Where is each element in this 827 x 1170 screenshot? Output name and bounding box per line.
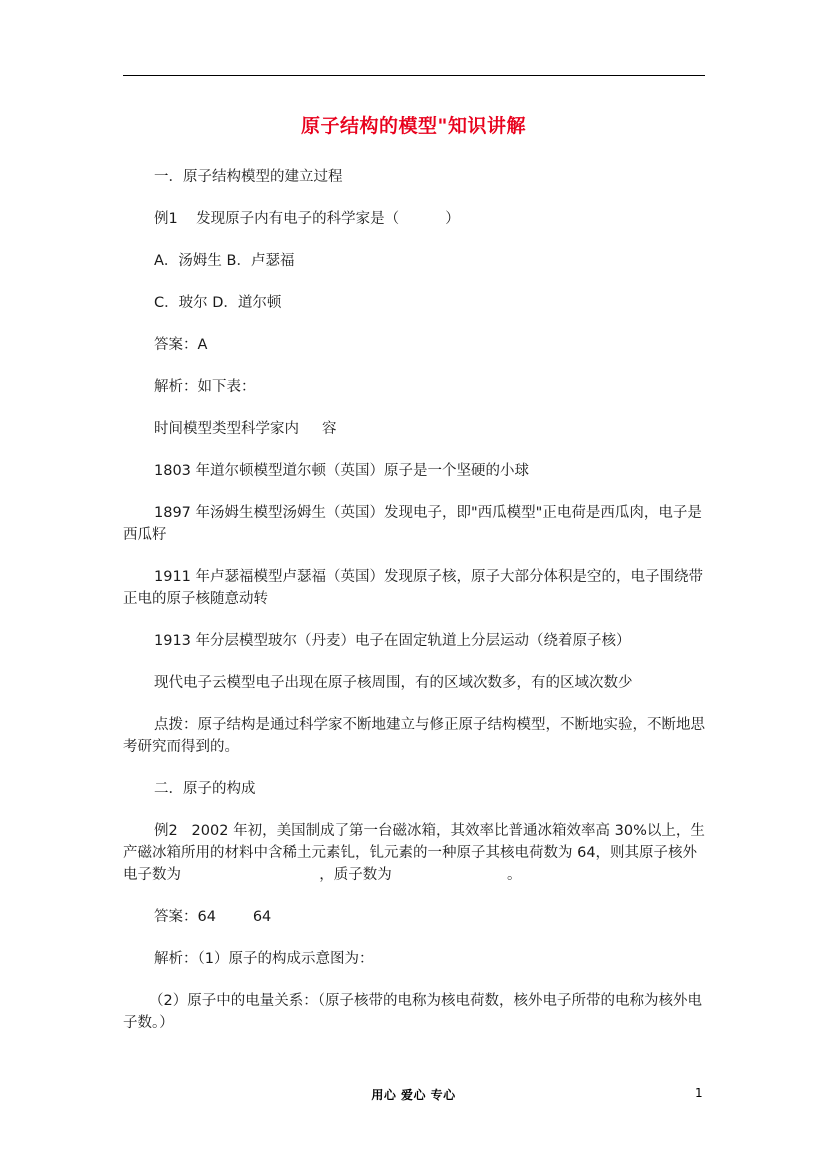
example-1-answer: 答案：A bbox=[154, 337, 208, 353]
page-footer: 用心 爱心 专心 bbox=[371, 1088, 456, 1102]
table-row-1911: 1911 年卢瑟福模型卢瑟福（英国）发现原子核，原子大部分体积是空的，电子围绕带正电的原子核随意动转 bbox=[123, 569, 704, 607]
example-2-question: 例2 2002 年初，美国制成了第一台磁冰箱，其效率比普通冰箱效率高 30%以上，生产磁冰箱所用的材料中含稀土元素钆，钆元素的一种原子其核电荷数为 64，则其原子核外电子数为 ，质子数为 。 bbox=[123, 823, 705, 883]
example-2-analysis-1: 解析：（1）原子的构成示意图为： bbox=[154, 951, 374, 967]
example-1-options-ab: A．汤姆生 B．卢瑟福 bbox=[154, 253, 295, 269]
example-1-question: 例1 发现原子内有电子的科学家是（ ） bbox=[154, 211, 460, 227]
document-title: 原子结构的模型"知识讲解 bbox=[301, 115, 526, 137]
example-2-analysis-2: （2）原子中的电量关系：（原子核带的电称为核电荷数，核外电子所带的电称为核外电子数。） bbox=[123, 993, 702, 1031]
hint-paragraph: 点拨：原子结构是通过科学家不断地建立与修正原子结构模型，不断地实验，不断地思考研究而得到的。 bbox=[123, 717, 705, 755]
header-rule bbox=[123, 75, 705, 76]
table-row-1803: 1803 年道尔顿模型道尔顿（英国）原子是一个坚硬的小球 bbox=[154, 463, 530, 479]
section-heading-1: 一．原子结构模型的建立过程 bbox=[154, 169, 343, 185]
table-row-1897: 1897 年汤姆生模型汤姆生（英国）发现电子，即"西瓜模型"正电荷是西瓜肉，电子是西瓜籽 bbox=[123, 505, 702, 543]
page-number: 1 bbox=[695, 1086, 703, 1100]
document-body bbox=[123, 166, 705, 1054]
example-1-options-cd: C．玻尔 D．道尔顿 bbox=[154, 295, 282, 311]
example-1-analysis: 解析：如下表： bbox=[154, 379, 256, 395]
example-2-answer: 答案：64 64 bbox=[154, 909, 272, 925]
table-header-row: 时间模型类型科学家内 容 bbox=[154, 421, 337, 437]
table-row-1913: 1913 年分层模型玻尔（丹麦）电子在固定轨道上分层运动（绕着原子核） bbox=[154, 633, 631, 649]
table-row-modern: 现代电子云模型电子出现在原子核周围，有的区域次数多，有的区域次数少 bbox=[154, 675, 633, 691]
section-heading-2: 二．原子的构成 bbox=[154, 781, 256, 797]
